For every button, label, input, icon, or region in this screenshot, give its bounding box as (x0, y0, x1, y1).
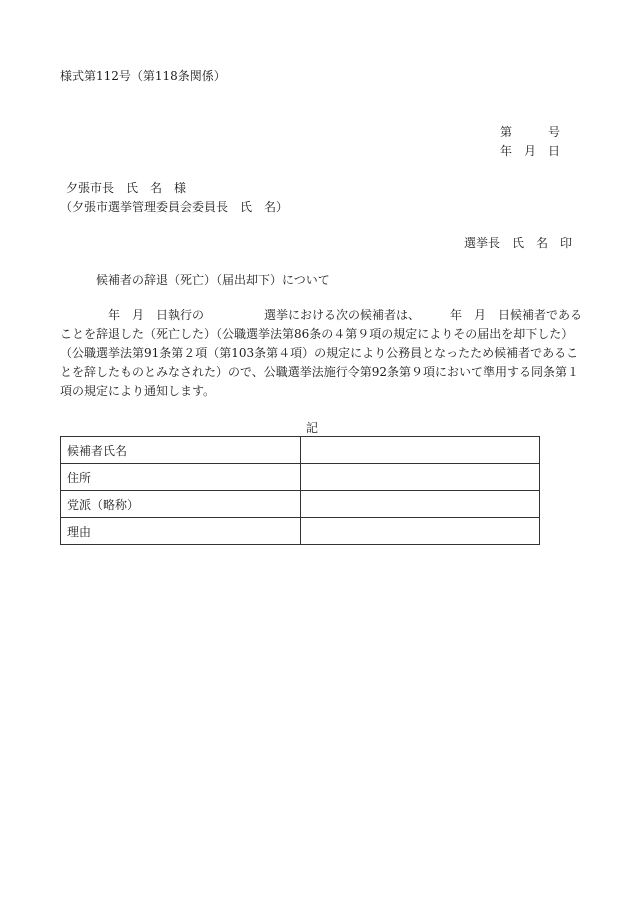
document-date-line: 年 月 日 (499, 144, 560, 158)
body-line: 年 月 日執行の 選挙における次の候補者は、 年 月 日候補者である (60, 308, 583, 322)
document-number-line: 第 号 (499, 125, 560, 139)
row-value-cell[interactable] (301, 464, 540, 491)
row-value-cell[interactable] (301, 491, 540, 518)
recipient-election-committee: （夕張市選挙管理委員会委員長 氏 名） (60, 200, 289, 214)
table-row (61, 464, 540, 491)
table-row (61, 437, 540, 464)
body-line: ことを辞退した（死亡した）（公職選挙法第86条の４第９項の規定によりその届出を却下した） (60, 327, 574, 341)
row-label: 党派（略称） (61, 491, 301, 518)
form-number: 様式第112号（第118条関係） (60, 69, 226, 83)
table-row (61, 491, 540, 518)
row-value-cell[interactable] (301, 437, 540, 464)
body-line: 項の規定により通知します。 (60, 384, 216, 398)
sender-election-chief: 選挙長 氏 名 印 (463, 236, 572, 250)
row-label: 住所 (61, 464, 301, 491)
row-label: 理由 (61, 518, 301, 545)
notice-body (60, 306, 583, 401)
body-line: とを辞したものとみなされた）ので、公職選挙法施行令第92条第９項において準用する同条第１ (60, 365, 580, 379)
candidate-info-table (60, 436, 540, 545)
row-label: 候補者氏名 (61, 437, 301, 464)
body-line: （公職選挙法第91条第２項（第103条第４項）の規定により公務員となったため候補者であるこ (60, 346, 579, 360)
recipient-mayor: 夕張市長 氏 名 様 (66, 181, 187, 195)
table-row (61, 518, 540, 545)
ki-note-label: 記 (306, 421, 319, 435)
row-value-cell[interactable] (301, 518, 540, 545)
subject-heading: 候補者の辞退（死亡）（届出却下）について (96, 273, 330, 287)
